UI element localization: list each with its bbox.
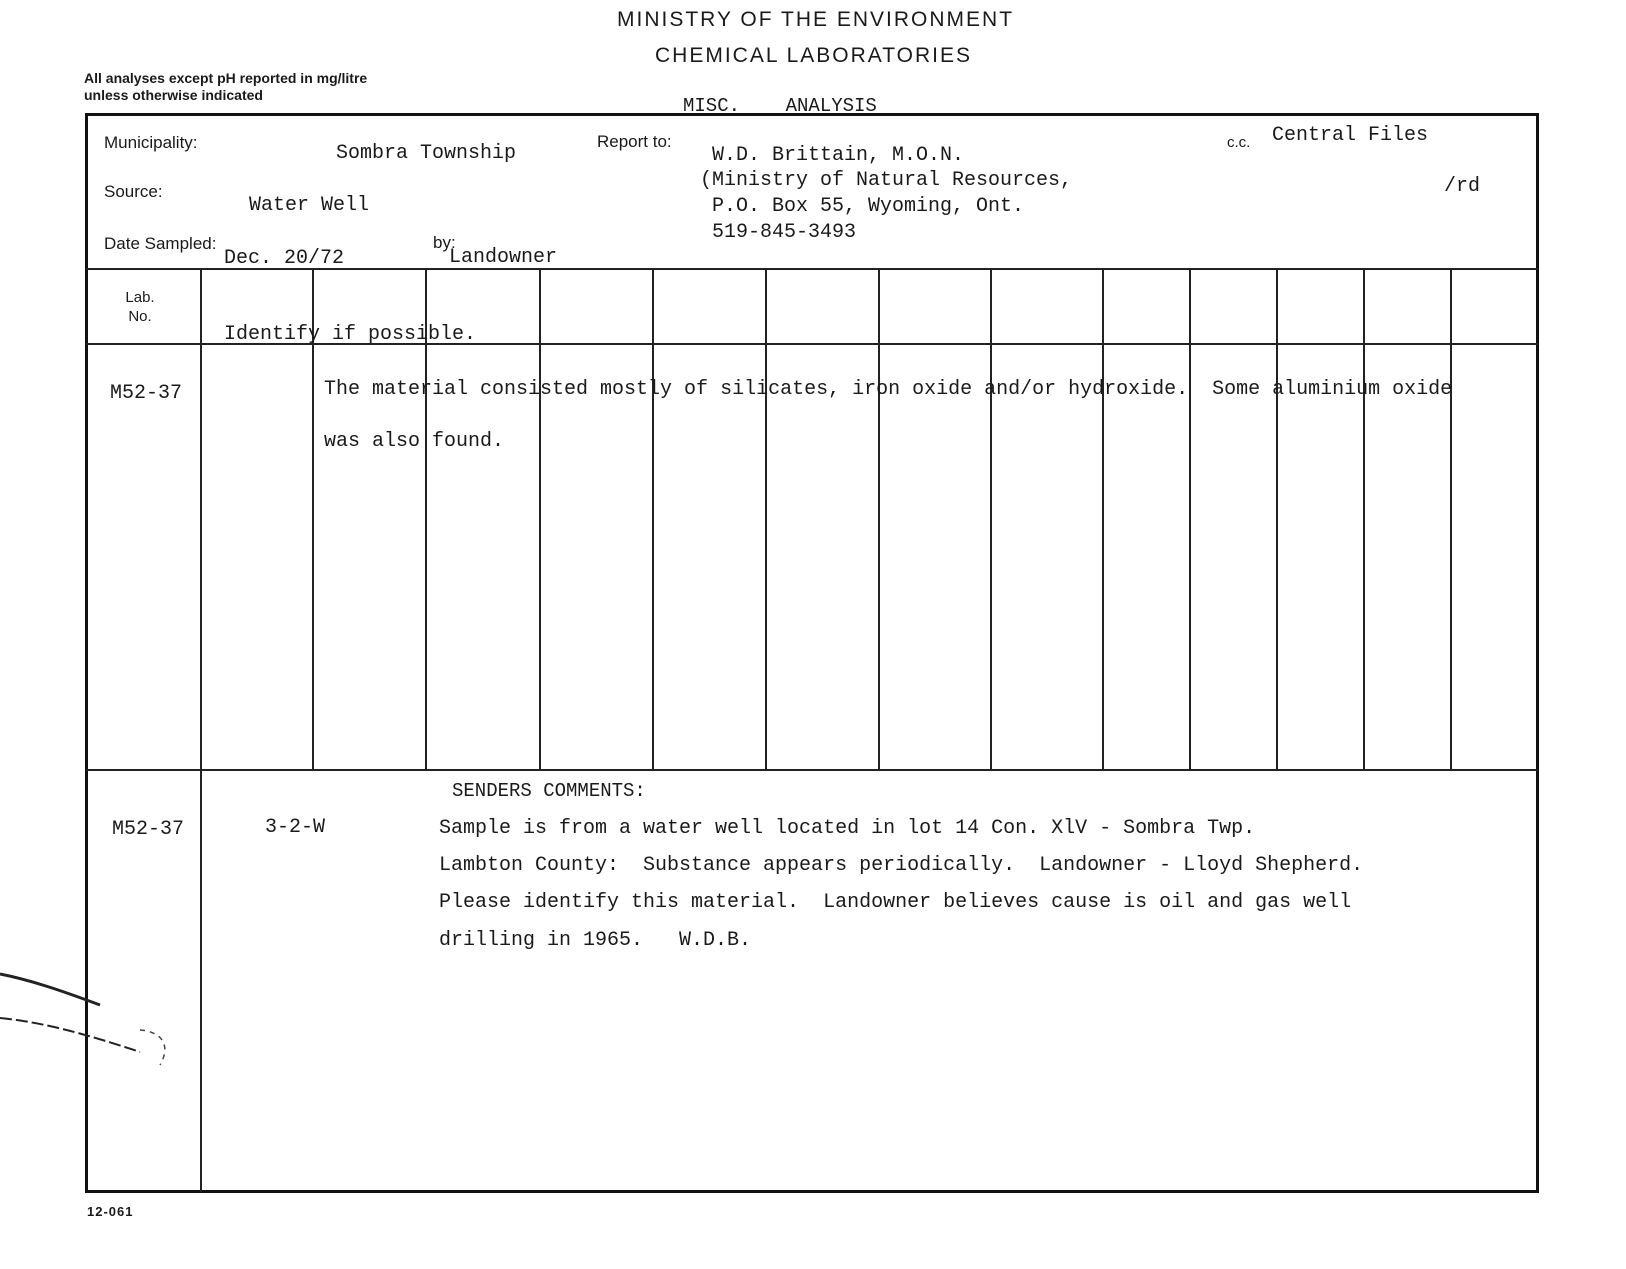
analysis-type: MISC. ANALYSIS [683, 95, 877, 117]
comments-lab-no: M52-37 [112, 818, 185, 841]
sample-code: 3-2-W [265, 816, 326, 839]
result-lab-no: M52-37 [110, 382, 183, 405]
units-note: All analyses except pH reported in mg/litre unless otherwise indicated [84, 70, 368, 103]
form-frame [85, 113, 1539, 1193]
ministry-title: MINISTRY OF THE ENVIRONMENT [617, 8, 1015, 31]
laboratories-title: CHEMICAL LABORATORIES [655, 44, 973, 67]
report-to-line: 519-845-3493 [712, 221, 857, 244]
column-divider [765, 268, 767, 769]
source-value: Water Well [249, 194, 370, 217]
lab-no-column-divider [200, 268, 202, 1192]
cc-value: Central Files [1272, 124, 1429, 147]
report-to-line: P.O. Box 55, Wyoming, Ont. [712, 195, 1025, 218]
comment-line: Lambton County: Substance appears periodically. Landowner - Lloyd Shepherd. [439, 854, 1364, 877]
report-to-label: Report to: [597, 132, 672, 151]
header-divider [86, 268, 1538, 270]
date-sampled-label: Date Sampled: [104, 234, 217, 253]
comment-line: Please identify this material. Landowner believes cause is oil and gas well [439, 891, 1352, 914]
column-divider [878, 268, 880, 769]
senders-comments-heading: SENDERS COMMENTS: [452, 780, 646, 802]
source-label: Source: [104, 182, 163, 201]
comment-line: Sample is from a water well located in lot 14 Con. XlV - Sombra Twp. [439, 817, 1256, 840]
column-divider [1276, 268, 1278, 769]
column-divider [1189, 268, 1191, 769]
analysis-request: Identify if possible. [224, 323, 477, 346]
result-text-line: was also found. [324, 430, 505, 453]
results-divider [86, 769, 1538, 771]
form-number: 12-061 [87, 1204, 134, 1219]
column-divider [990, 268, 992, 769]
column-divider [539, 268, 541, 769]
column-divider [1363, 268, 1365, 769]
date-sampled-value: Dec. 20/72 [224, 247, 345, 270]
typist-initials: /rd [1444, 175, 1481, 198]
municipality-label: Municipality: [104, 133, 198, 152]
sampled-by-value: Landowner [449, 246, 558, 269]
cc-label: c.c. [1227, 134, 1251, 151]
result-text-line: The material consisted mostly of silicates, iron oxide and/or hydroxide. Some aluminium oxide [324, 378, 1453, 401]
comment-line: drilling in 1965. W.D.B. [439, 929, 752, 952]
column-divider [1102, 268, 1104, 769]
column-divider [652, 268, 654, 769]
report-to-line: (Ministry of Natural Resources, [700, 169, 1073, 192]
municipality-value: Sombra Township [336, 142, 517, 165]
report-to-line: W.D. Brittain, M.O.N. [712, 144, 965, 167]
column-divider [1450, 268, 1452, 769]
lab-no-header: Lab. No. [125, 289, 155, 325]
sampled-by-label: by: [433, 233, 456, 252]
paper-clip-shadow [0, 970, 180, 1080]
